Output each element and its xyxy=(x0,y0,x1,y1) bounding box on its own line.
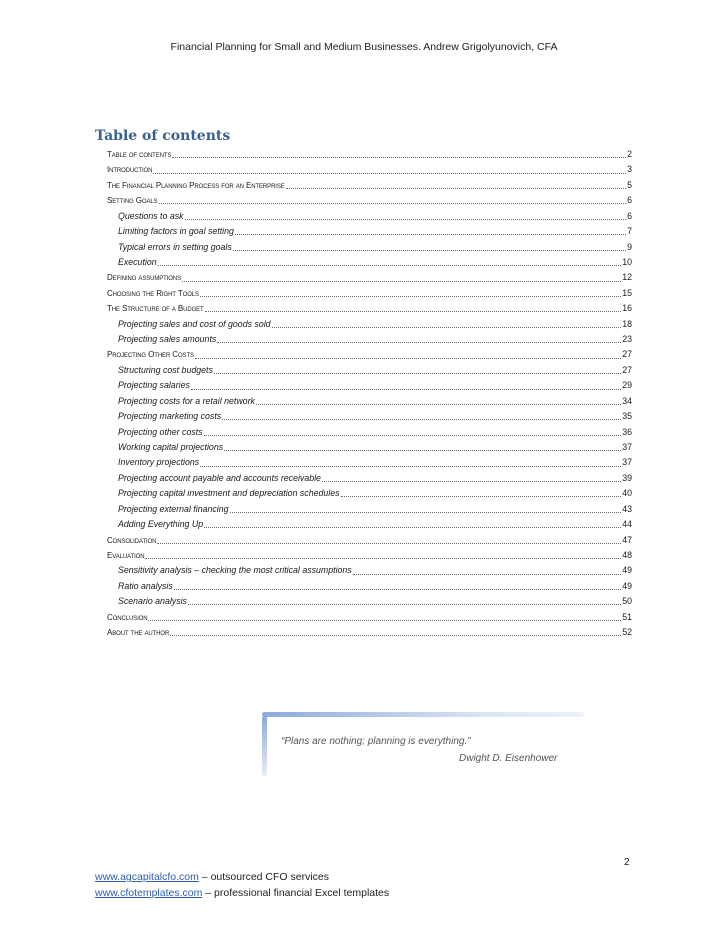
toc-leader-dots xyxy=(341,496,622,497)
toc-entry-page: 27 xyxy=(622,349,632,360)
toc-entry-text: Defining assumptions xyxy=(107,273,182,283)
toc-entry[interactable] xyxy=(107,579,632,594)
toc-entry-page: 37 xyxy=(622,457,632,468)
toc-leader-dots xyxy=(204,435,622,436)
toc-entry[interactable] xyxy=(107,425,632,440)
toc-entry-page: 9 xyxy=(627,241,632,252)
toc-entry[interactable] xyxy=(107,378,632,393)
toc-entry-text: Structuring cost budgets xyxy=(118,364,213,375)
toc-entry-page: 6 xyxy=(627,195,632,206)
toc-leader-dots xyxy=(153,173,626,174)
toc-entry-page: 52 xyxy=(622,627,632,638)
toc-leader-dots xyxy=(188,604,621,605)
toc-entry-page: 10 xyxy=(622,256,632,267)
toc-entry-page: 34 xyxy=(622,395,632,406)
toc-entry-page: 49 xyxy=(622,565,632,576)
quote-border-left xyxy=(262,716,267,776)
toc-entry[interactable] xyxy=(107,486,632,501)
toc-entry-text: Projecting account payable and accounts receivable xyxy=(118,472,321,483)
toc-entry-page: 43 xyxy=(622,503,632,514)
toc-entry-page: 15 xyxy=(622,287,632,298)
toc-leader-dots xyxy=(174,589,621,590)
toc-entry-page: 5 xyxy=(627,179,632,190)
toc-entry-page: 3 xyxy=(627,164,632,175)
toc-entry-page: 51 xyxy=(622,611,632,622)
quote-author: Dwight D. Eisenhower xyxy=(459,753,558,764)
toc-entry-page: 6 xyxy=(627,210,632,221)
toc-entry-text: Projecting sales and cost of goods sold xyxy=(118,318,271,329)
toc-entry-text: Projecting salaries xyxy=(118,380,190,391)
footer-text-2: – professional financial Excel templates xyxy=(202,887,390,899)
page-number: 2 xyxy=(624,857,630,868)
toc-entry-text: Projecting sales amounts xyxy=(118,334,217,345)
quote-border-top xyxy=(262,712,584,717)
toc-list xyxy=(107,147,632,641)
toc-title: Table of contents xyxy=(95,128,231,144)
toc-leader-dots xyxy=(353,574,622,575)
footer-line-2 xyxy=(95,887,389,899)
toc-entry[interactable] xyxy=(107,409,632,424)
toc-leader-dots xyxy=(182,281,621,282)
toc-entry-page: 23 xyxy=(622,334,632,345)
toc-entry-page: 7 xyxy=(627,226,632,237)
toc-entry-text: Projecting Other Costs xyxy=(107,350,194,360)
toc-leader-dots xyxy=(217,342,621,343)
toc-entry[interactable] xyxy=(107,347,632,362)
toc-entry-page: 37 xyxy=(622,442,632,453)
toc-leader-dots xyxy=(224,450,621,451)
toc-leader-dots xyxy=(222,419,621,420)
toc-entry-text: Sensitivity analysis – checking the most critical assumptions xyxy=(118,565,352,576)
toc-entry-page: 47 xyxy=(622,534,632,545)
quote-text: “Plans are nothing; planning is everything.” xyxy=(281,736,471,747)
page-header: Financial Planning for Small and Medium Businesses. Andrew Grigolyunovich, CFA xyxy=(170,41,558,53)
toc-entry[interactable] xyxy=(107,301,632,316)
toc-entry[interactable] xyxy=(107,394,632,409)
toc-leader-dots xyxy=(172,157,626,158)
toc-entry-text: Ratio analysis xyxy=(118,580,173,591)
toc-entry[interactable] xyxy=(107,270,632,285)
toc-leader-dots xyxy=(157,543,621,544)
toc-entry-page: 12 xyxy=(622,272,632,283)
toc-entry-text: Consolidation xyxy=(107,535,157,545)
toc-entry[interactable] xyxy=(107,332,632,347)
toc-entry-text: Limiting factors in goal setting xyxy=(118,226,234,237)
toc-leader-dots xyxy=(322,481,621,482)
toc-entry[interactable] xyxy=(107,178,632,193)
toc-entry[interactable] xyxy=(107,209,632,224)
toc-entry-text: Conclusion xyxy=(107,612,148,622)
toc-entry[interactable] xyxy=(107,162,632,177)
toc-leader-dots xyxy=(148,620,621,621)
toc-entry-page: 29 xyxy=(622,380,632,391)
toc-entry-page: 50 xyxy=(622,596,632,607)
toc-entry[interactable] xyxy=(107,533,632,548)
footer-link-cfotemplates[interactable]: www.cfotemplates.com xyxy=(95,887,203,899)
toc-entry[interactable] xyxy=(107,193,632,208)
toc-leader-dots xyxy=(235,234,626,235)
toc-entry-text: Working capital projections xyxy=(118,442,224,453)
toc-entry[interactable] xyxy=(107,440,632,455)
toc-leader-dots xyxy=(191,389,621,390)
toc-entry-page: 35 xyxy=(622,411,632,422)
footer-line-1 xyxy=(95,871,329,883)
toc-entry-text: Execution xyxy=(118,256,157,267)
toc-leader-dots xyxy=(200,296,621,297)
toc-entry[interactable] xyxy=(107,363,632,378)
toc-entry-text: Projecting costs for a retail network xyxy=(118,395,255,406)
toc-entry[interactable] xyxy=(107,240,632,255)
toc-entry-text: Scenario analysis xyxy=(118,596,187,607)
toc-entry[interactable] xyxy=(107,610,632,625)
toc-entry[interactable] xyxy=(107,594,632,609)
toc-leader-dots xyxy=(200,466,621,467)
toc-leader-dots xyxy=(272,327,622,328)
quote-box xyxy=(262,712,584,774)
toc-entry-page: 36 xyxy=(622,426,632,437)
toc-entry-text: Projecting other costs xyxy=(118,426,203,437)
toc-leader-dots xyxy=(214,373,621,374)
toc-leader-dots xyxy=(159,203,627,204)
toc-entry[interactable] xyxy=(107,286,632,301)
toc-entry-page: 39 xyxy=(622,472,632,483)
toc-entry-page: 2 xyxy=(627,149,632,159)
toc-leader-dots xyxy=(233,250,626,251)
toc-entry-page: 16 xyxy=(622,303,632,314)
toc-entry-page: 18 xyxy=(622,318,632,329)
toc-entry-page: 27 xyxy=(622,364,632,375)
toc-entry[interactable] xyxy=(107,224,632,239)
toc-entry-text: Projecting external financing xyxy=(118,503,229,514)
toc-entry[interactable] xyxy=(107,471,632,486)
toc-entry-page: 40 xyxy=(622,488,632,499)
toc-entry-text: About the author xyxy=(107,628,170,638)
toc-entry-text: Inventory projections xyxy=(118,457,200,468)
toc-entry[interactable] xyxy=(107,563,632,578)
toc-leader-dots xyxy=(170,635,621,636)
toc-entry-text: Projecting capital investment and depreciation schedules xyxy=(118,488,340,499)
toc-entry[interactable] xyxy=(107,317,632,332)
toc-entry[interactable] xyxy=(107,455,632,470)
toc-entry[interactable] xyxy=(107,255,632,270)
toc-leader-dots xyxy=(204,527,621,528)
footer-text-1: – outsourced CFO services xyxy=(198,871,330,883)
toc-leader-dots xyxy=(230,512,622,513)
toc-leader-dots xyxy=(205,311,622,312)
toc-entry-text: Evaluation xyxy=(107,550,145,560)
toc-entry-text: The Financial Planning Process for an Enterprise xyxy=(107,180,285,190)
toc-entry-text: Setting Goals xyxy=(107,196,158,206)
toc-entry[interactable] xyxy=(107,517,632,532)
toc-entry[interactable] xyxy=(107,147,632,162)
toc-entry[interactable] xyxy=(107,548,632,563)
toc-entry-text: Table of contents xyxy=(107,150,172,159)
toc-entry-page: 44 xyxy=(622,519,632,530)
toc-leader-dots xyxy=(286,188,626,189)
toc-entry-page: 49 xyxy=(622,580,632,591)
toc-entry-text: Typical errors in setting goals xyxy=(118,241,232,252)
toc-entry-text: The Structure of a Budget xyxy=(107,304,204,314)
toc-entry-text: Questions to ask xyxy=(118,210,184,221)
toc-leader-dots xyxy=(158,265,622,266)
toc-entry-text: Choosing the Right Tools xyxy=(107,288,199,298)
toc-leader-dots xyxy=(195,358,621,359)
toc-entry-text: Projecting marketing costs xyxy=(118,411,222,422)
toc-leader-dots xyxy=(145,558,621,559)
toc-leader-dots xyxy=(185,219,627,220)
toc-leader-dots xyxy=(256,404,621,405)
toc-entry[interactable] xyxy=(107,502,632,517)
toc-entry[interactable] xyxy=(107,625,632,640)
footer-link-agcapitalcfo[interactable]: www.agcapitalcfo.com xyxy=(95,871,199,883)
toc-entry-page: 48 xyxy=(622,549,632,560)
toc-entry-text: Introduction xyxy=(107,165,153,175)
toc-entry-text: Adding Everything Up xyxy=(118,519,204,530)
